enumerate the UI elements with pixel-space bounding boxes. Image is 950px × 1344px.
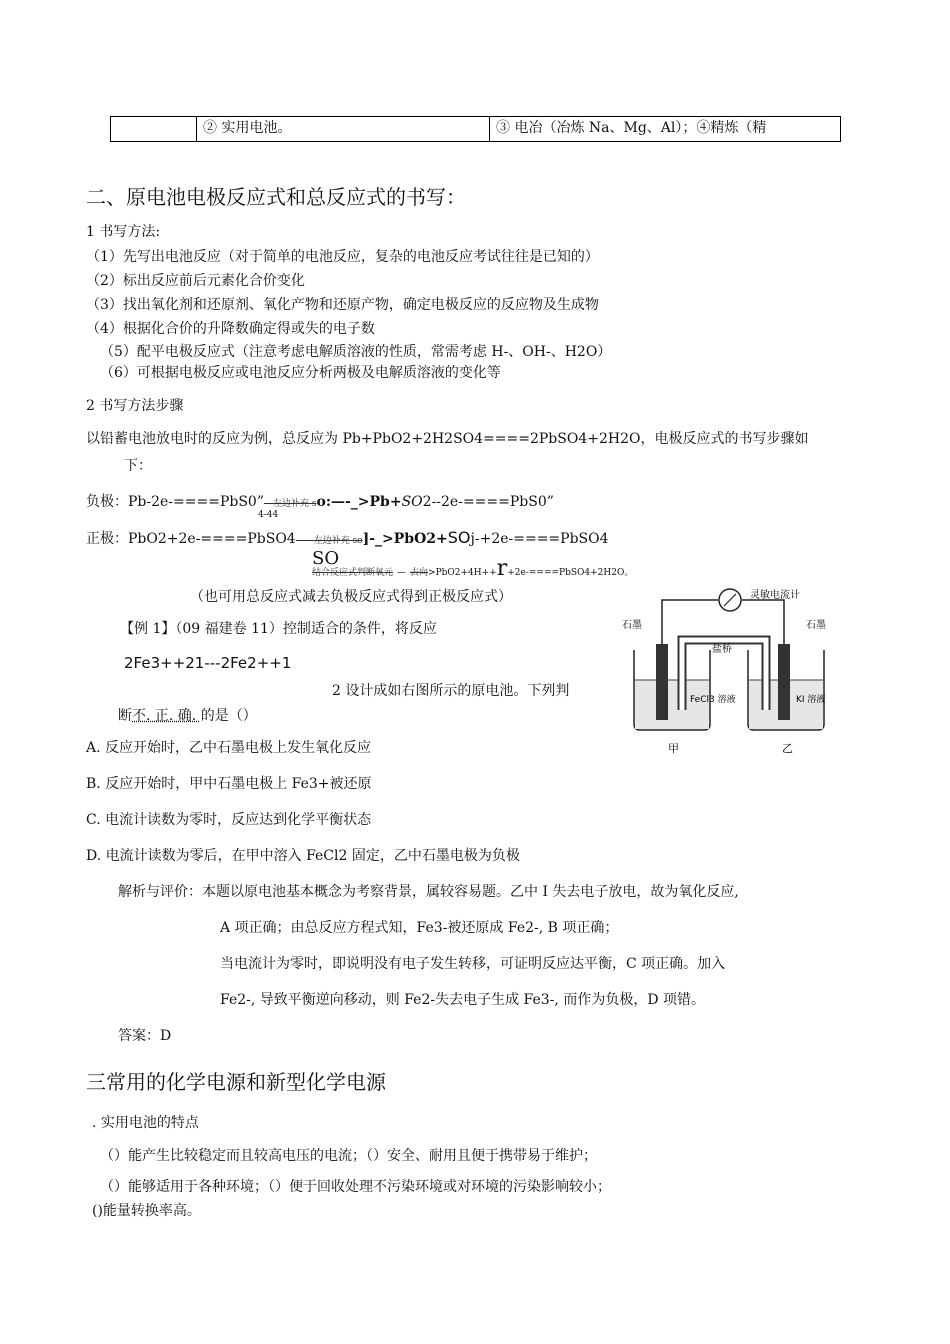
positive-electrode-sulfate: SO	[447, 528, 471, 547]
galvanometer-label: 灵敏电流计	[750, 590, 800, 601]
combine-strike-1: 结合反应式判断氧元	[312, 568, 394, 578]
section3-title: 三常用的化学电源和新型化学电源	[86, 1070, 386, 1094]
positive-electrode-end: j-+2e-====PbSO4	[470, 531, 609, 547]
left-electrode-label: 石墨	[622, 620, 642, 631]
right-solution-label: KI 溶液	[796, 695, 826, 705]
intro-line-1: 以铅蓄电池放电时的反应为例，总反应为 Pb+PbO2+2H2SO4====2PbSO4+2H2O，电极反应式的书写步骤如	[86, 431, 809, 447]
negative-electrode-end: 2--2e-====PbS0”	[422, 494, 554, 510]
example-question	[118, 705, 257, 725]
option-d: D. 电流计读数为零后，在甲中溶入 FeCl2 固定，乙中石墨电极为负极	[86, 848, 520, 864]
analysis-line-1: 解析与评价：本题以原电池基本概念为考察背景，属较容易题。乙中 I 失去电子放电，故为氧化反应,	[118, 884, 739, 900]
positive-electrode-line	[86, 528, 609, 548]
table-cell-electrometallurgy: ③ 电冶（冶炼 Na、Mg、Al）；④精炼（精	[490, 117, 841, 142]
section2-title: 二、原电池电极反应式和总反应式的书写：	[86, 185, 466, 209]
positive-electrode-strike: ——左边补充 so	[295, 536, 363, 546]
left-wire	[662, 600, 718, 654]
negative-electrode-line	[86, 491, 554, 511]
question-start: 断	[118, 708, 132, 724]
top-table	[110, 116, 841, 142]
left-solution-label: FeCl3 溶液	[690, 695, 736, 705]
combine-r: r	[496, 556, 508, 581]
positive-electrode-start: 正极：PbO2+2e-====PbSO4	[86, 531, 296, 547]
combine-middle: >PbO2+4H++	[428, 568, 497, 578]
question-end: 的是（）	[200, 708, 257, 724]
option-a: A. 反应开始时，乙中石墨电极上发生氧化反应	[86, 740, 372, 756]
option-b: B. 反应开始时，甲中石墨电极上 Fe3+被还原	[86, 776, 372, 792]
negative-electrode-start: 负极：Pb-2e-====PbS0”	[86, 494, 264, 510]
subtraction-note: （也可用总反应式减去负极反应式得到正极反应式）	[190, 589, 512, 605]
option-c: C. 电流计读数为零时，反应达到化学平衡状态	[86, 812, 372, 828]
combine-sulfate-label: SO	[312, 548, 340, 569]
right-electrode-label: 石墨	[806, 620, 826, 631]
answer: 答案：D	[118, 1028, 172, 1044]
left-beaker-label: 甲	[668, 742, 679, 755]
example-continuation: 2 设计成如右图所示的原电池。下列判	[332, 683, 570, 699]
combine-strike-2: 去向	[410, 568, 429, 578]
feature-line-2: （）能够适用于各种环境；（）便于回收处理不污染环境或对环境的污染影响较小；	[100, 1179, 611, 1195]
negative-electrode-arrow: o:—-_>Pb+	[316, 494, 402, 510]
step-6: （6）可根据电极反应或电池反应分析两极及电解质溶液的变化等	[100, 365, 501, 381]
feature-line-3: ()能量转换率高。	[92, 1203, 201, 1219]
section2-subheading-1: 1 书写方法:	[86, 224, 161, 240]
positive-electrode-arrow: ]-_>PbO2+	[362, 531, 448, 547]
right-graphite-electrode	[778, 644, 790, 720]
analysis-line-4: Fe2-, 导致平衡逆向移动，则 Fe2-失去电子生成 Fe3-, 而作为负极，D 项错。	[220, 992, 705, 1008]
left-graphite-electrode	[656, 644, 668, 720]
step-5: （5）配平电极反应式（注意考虑电解质溶液的性质，常需考虑 H-、OH-、H2O）	[100, 344, 612, 360]
example-equation: 2Fe3++21---2Fe2++1	[124, 654, 292, 672]
step-3: （3）找出氧化剂和还原剂、氧化产物和还原产物，确定电极反应的反应物及生成物	[86, 297, 599, 313]
table-cell-practical-battery: ② 实用电池。	[197, 117, 490, 142]
step-2: （2）标出反应前后元素化合价变化	[86, 273, 305, 289]
combine-line: 结合反应式判断氧元 — 去向>PbO2+4H++r+2e-====PbSO4+2H2O。	[312, 556, 634, 581]
salt-bridge-label: 盐桥	[712, 644, 732, 655]
section3-subheading: . 实用电池的特点	[92, 1115, 199, 1131]
question-emphasis: 不. 正. 确.	[132, 708, 201, 724]
feature-line-1: （）能产生比较稳定而且较高电压的电流；（）安全、耐用且便于携带易于维护；	[100, 1148, 597, 1164]
intro-line-2: 下：	[124, 458, 152, 474]
example-label: 【例 1】（09 福建卷 11）控制适合的条件，将反应	[120, 621, 437, 637]
table-cell-empty	[111, 117, 197, 142]
negative-electrode-strike: —左边补充 s	[264, 499, 317, 509]
analysis-line-3: 当电流计为零时，即说明没有电子发生转移，可证明反应达平衡，C 项正确。加入	[220, 956, 726, 972]
combine-end: +2e-====PbSO4+2H2O。	[507, 568, 634, 578]
step-4: （4）根据化合价的升降数确定得或失的电子数	[86, 321, 375, 337]
negative-electrode-subscript: 4-44	[258, 510, 279, 520]
table-row	[111, 117, 841, 142]
section2-subheading-2: 2 书写方法步骤	[86, 398, 184, 414]
right-beaker-label: 乙	[782, 742, 793, 755]
galvanic-cell-diagram	[620, 584, 840, 760]
negative-electrode-sulfate: SO	[401, 494, 423, 510]
step-1: （1）先写出电池反应（对于简单的电池反应，复杂的电池反应考试往往是已知的）	[86, 249, 599, 265]
analysis-line-2: A 项正确；由总反应方程式知，Fe3-被还原成 Fe2-, B 项正确；	[220, 920, 619, 936]
